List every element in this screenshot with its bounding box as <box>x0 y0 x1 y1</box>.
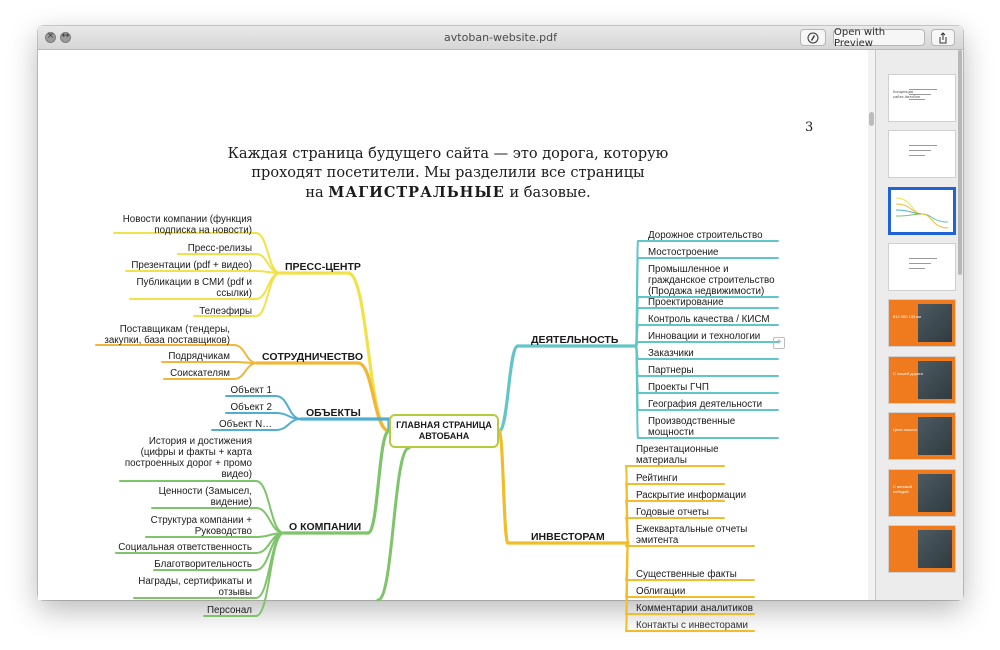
center-node-line-1: ГЛАВНАЯ СТРАНИЦА <box>396 420 492 430</box>
thumbnail-text-line <box>909 145 937 146</box>
about-leaf-item[interactable]: Ценности (Замысел, видение) <box>158 486 252 508</box>
investors-main-connector <box>499 431 508 543</box>
markup-button[interactable] <box>800 29 826 46</box>
press-leaf-item[interactable]: Презентации (pdf + видео) <box>131 260 252 271</box>
markup-pen-icon <box>807 32 819 44</box>
investors-leaf-item[interactable]: Презентационные материалы <box>636 444 719 466</box>
thumbnail-mindmap-preview <box>891 190 953 232</box>
about-main-connector <box>368 431 389 533</box>
activity-leaf-item[interactable]: География деятельности <box>648 399 763 410</box>
activity-leaf-item[interactable]: Проектирование <box>648 297 724 308</box>
heading-line-3-start: на <box>305 185 324 201</box>
press-leaf-item[interactable]: Публикации в СМИ (pdf и ссылки) <box>136 277 252 299</box>
investors-leaf-item[interactable]: Годовые отчеты <box>636 507 709 518</box>
objects-leaf-connector <box>276 413 301 419</box>
thumbnail-text-line <box>909 263 931 264</box>
heading-bold-word: МАГИСТРАЛЬНЫЕ <box>328 184 505 201</box>
investors-leaf-item[interactable]: Ежеквартальные отчеты эмитента <box>636 524 748 546</box>
press-leaf-item[interactable]: Телеэфиры <box>199 306 252 317</box>
coop-leaf-item[interactable]: Подрядчикам <box>168 351 230 362</box>
activity-leaf-item[interactable]: Контроль качества / КИСМ <box>648 314 770 325</box>
about-leaf-item[interactable]: Награды, сертификаты и отзывы <box>138 576 252 598</box>
thumbnail-text-line <box>909 150 931 151</box>
document-scroll-thumb[interactable] <box>869 112 874 126</box>
sidebar-scroll-thumb[interactable] <box>958 50 962 275</box>
about-leaf-connector <box>256 481 284 533</box>
about-leaf-connector <box>256 508 284 533</box>
press-branch-label[interactable]: ПРЕСС-ЦЕНТР <box>285 261 361 273</box>
thumbnail-photo <box>918 417 952 455</box>
objects-leaf-connector <box>276 419 301 430</box>
page-thumbnail[interactable] <box>888 525 956 573</box>
share-button[interactable] <box>931 29 955 46</box>
about-leaf-item[interactable]: История и достижения (цифры и факты + карта построенных дорог + промо видео) <box>124 436 252 480</box>
preview-window <box>38 26 963 631</box>
title-bar <box>38 26 963 50</box>
activity-leaf-item[interactable]: Производственные мощности <box>648 416 736 438</box>
sidebar-scrollbar[interactable] <box>957 50 963 600</box>
investors-leaf-item[interactable]: Облигации <box>636 586 686 597</box>
thumbnail-sidebar <box>875 50 963 600</box>
thumbnail-photo <box>918 361 952 399</box>
activity-branch-label[interactable]: ДЕЯТЕЛЬНОСТЬ <box>531 334 619 346</box>
activity-leaf-item[interactable]: Заказчики <box>648 348 694 359</box>
thumbnail-photo <box>918 474 952 512</box>
coop-main-connector <box>358 363 389 431</box>
investors-leaf-item[interactable]: Существенные факты <box>636 569 737 580</box>
heading-line-3-end: и базовые. <box>509 185 591 201</box>
thumbnail-text-line <box>909 99 925 100</box>
page-thumbnail[interactable] <box>888 243 956 291</box>
investors-leaf-item[interactable]: Контакты с инвесторами <box>636 620 748 631</box>
thumbnail-photo <box>918 530 952 568</box>
investors-leaf-item[interactable]: Рейтинги <box>636 473 678 484</box>
press-leaf-item[interactable]: Пресс-релизы <box>187 243 252 254</box>
thumbnail-text-line <box>909 268 925 269</box>
coop-leaf-connector <box>234 363 257 379</box>
open-with-preview-button[interactable]: Open with Preview <box>833 29 925 46</box>
window-title: avtoban-website.pdf <box>444 31 557 44</box>
fullscreen-icon: ↔ <box>61 31 70 41</box>
investors-leaf-item[interactable]: Раскрытие информации <box>636 490 747 501</box>
coop-leaf-connector <box>234 345 257 363</box>
center-node-line-2: АВТОБАНА <box>418 431 470 441</box>
objects-leaf-item[interactable]: Объект 1 <box>230 385 272 396</box>
page-thumbnail[interactable] <box>888 130 956 178</box>
investors-branch-label[interactable]: ИНВЕСТОРАМ <box>531 531 605 543</box>
activity-leaf-item[interactable]: Мостостроение <box>648 247 719 258</box>
page-thumbnail[interactable] <box>888 469 956 517</box>
about-leaf-item[interactable]: Благотворительность <box>154 559 252 570</box>
expand-node-icon[interactable]: + <box>773 337 785 349</box>
thumbnail-caption: С нашей дороги <box>893 371 923 376</box>
activity-main-connector <box>499 346 518 431</box>
about-leaf-item[interactable]: Социальная ответственность <box>118 542 252 553</box>
heading-line-1: Каждая страница будущего сайта — это дорога, которую <box>227 146 669 162</box>
activity-leaf-item[interactable]: Дорожное строительство <box>648 230 763 241</box>
thumbnail-caption: Концепция сайта Автобан <box>893 89 920 99</box>
page-thumbnail[interactable] <box>888 187 956 235</box>
page-number: 3 <box>805 120 814 135</box>
objects-leaf-item[interactable]: Объект N… <box>219 419 272 430</box>
about-leaf-item[interactable]: Персонал <box>207 605 252 616</box>
page-thumbnail[interactable] <box>888 74 956 122</box>
thumbnail-caption: Цели нашего <box>893 427 918 432</box>
share-icon <box>937 32 949 44</box>
coop-leaf-item[interactable]: Поставщикам (тендеры, закупки, база поставщиков) <box>104 324 230 346</box>
close-icon: × <box>46 31 55 41</box>
activity-leaf-item[interactable]: Проекты ГЧП <box>648 382 709 393</box>
pdf-page <box>38 50 875 631</box>
thumbnail-caption: 812 000 133 км <box>893 314 921 319</box>
objects-branch-label[interactable]: ОБЪЕКТЫ <box>306 407 361 419</box>
thumbnail-text-line <box>909 155 925 156</box>
document-scrollbar[interactable] <box>868 50 875 600</box>
activity-leaf-item[interactable]: Промышленное и гражданское строительство (Продажа недвижимости) <box>648 264 775 297</box>
press-leaf-connector <box>256 233 280 273</box>
heading-line-2: проходят посетители. Мы разделили все страницы <box>251 165 645 181</box>
objects-leaf-item[interactable]: Объект 2 <box>230 402 272 413</box>
press-leaf-item[interactable]: Новости компании (функция подписка на новости) <box>122 214 252 236</box>
page-thumbnail[interactable] <box>888 356 956 404</box>
thumbnail-photo <box>918 304 952 342</box>
investors-leaf-item[interactable]: Комментарии аналитиков <box>636 603 753 614</box>
about-leaf-item[interactable]: Структура компании + Руководство <box>150 515 252 537</box>
thumbnail-text-line <box>909 258 937 259</box>
coop-leaf-item[interactable]: Соискателям <box>170 368 230 379</box>
about-leaf-connector <box>256 533 284 616</box>
about-branch-label[interactable]: О КОМПАНИИ <box>289 521 362 533</box>
activity-leaf-item[interactable]: Партнеры <box>648 365 694 376</box>
mindmap-center-node[interactable] <box>389 414 499 448</box>
page-thumbnail[interactable] <box>888 412 956 460</box>
page-thumbnail[interactable] <box>888 299 956 347</box>
press-leaf-connector <box>256 273 280 316</box>
hidden-branch-connector <box>378 448 409 600</box>
thumbnail-caption: С великой победой <box>893 484 912 494</box>
coop-branch-label[interactable]: СОТРУДНИЧЕСТВО <box>262 351 363 363</box>
activity-leaf-item[interactable]: Инновации и технологии <box>648 331 761 342</box>
